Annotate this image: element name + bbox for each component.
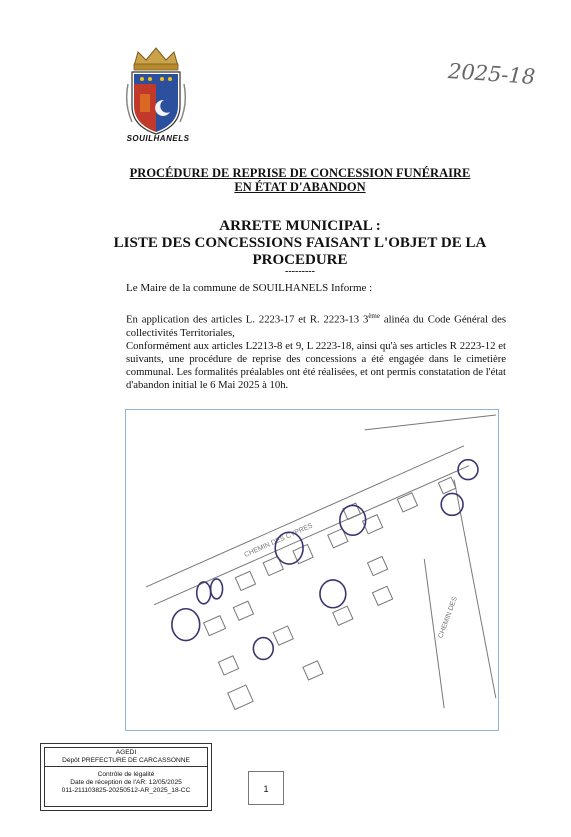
prefecture-stamp bbox=[40, 743, 212, 811]
stamp-line-reference: 011-211103825-20250512-AR_2025_18-CC bbox=[61, 787, 191, 794]
arrete-title-line1: ARRETE MUNICIPAL : bbox=[219, 218, 381, 234]
procedure-title-line2: EN ÉTAT D'ABANDON bbox=[234, 180, 366, 194]
title-separator: --------- bbox=[285, 266, 315, 277]
map-path-label-1: CHEMIN DES CYPRES bbox=[243, 522, 314, 559]
prefecture-stamp-content bbox=[44, 747, 208, 807]
map-path-label-2: CHEMIN DES bbox=[437, 595, 459, 640]
arrete-title-line3: PROCEDURE bbox=[252, 252, 348, 268]
page-number: 1 bbox=[248, 771, 284, 805]
intro-text: Le Maire de la commune de SOUILHANELS Informe : bbox=[126, 282, 373, 294]
body-paragraph-2: Conformément aux articles L2213-8 et 9, L 2223-18, ainsi qu'à ses articles R 2223-12 et suivants, une procédure de reprise des concessions a été engagée dans le cimetière communal. Les formalités préalables ont été réalisées, et ont permis constatation de l'état d'abandon initial le 6 Mai 2025 à 10h. bbox=[126, 339, 507, 391]
circled-concession bbox=[340, 505, 366, 535]
cemetery-map bbox=[125, 409, 499, 731]
town-crest-logo bbox=[124, 44, 188, 144]
circled-concession bbox=[441, 493, 463, 515]
stamp-line-date: Date de réception de l'AR: 12/05/2025 bbox=[70, 779, 182, 786]
circled-concession bbox=[320, 580, 346, 608]
procedure-title-line1: PROCÉDURE DE REPRISE DE CONCESSION FUNÉRAIRE bbox=[129, 166, 471, 180]
body-text bbox=[126, 310, 506, 392]
handwritten-reference-number: 2025-18 bbox=[447, 58, 536, 90]
stamp-line-controle: Contrôle de légalité bbox=[97, 771, 155, 778]
stamp-line-depot: Dépôt PREFECTURE DE CARCASSONNE bbox=[62, 757, 190, 764]
town-label: SOUILHANELS bbox=[126, 134, 190, 143]
stamp-header bbox=[45, 748, 207, 767]
arrete-title-line2: LISTE DES CONCESSIONS FAISANT L'OBJET DE LA bbox=[113, 235, 487, 251]
arrete-title bbox=[100, 218, 500, 269]
circled-concession bbox=[197, 582, 211, 604]
cemetery-map-sketch bbox=[126, 410, 498, 730]
circled-concession bbox=[253, 638, 273, 660]
body-paragraph-1: En application des articles L. 2223-17 et R. 2223-13 3ème alinéa du Code Général des collectivités Territoriales, bbox=[126, 312, 507, 339]
circled-concession bbox=[211, 579, 223, 599]
circled-concession bbox=[172, 609, 200, 641]
procedure-title bbox=[120, 166, 480, 194]
stamp-line-agedi: AGEDI bbox=[115, 749, 137, 756]
